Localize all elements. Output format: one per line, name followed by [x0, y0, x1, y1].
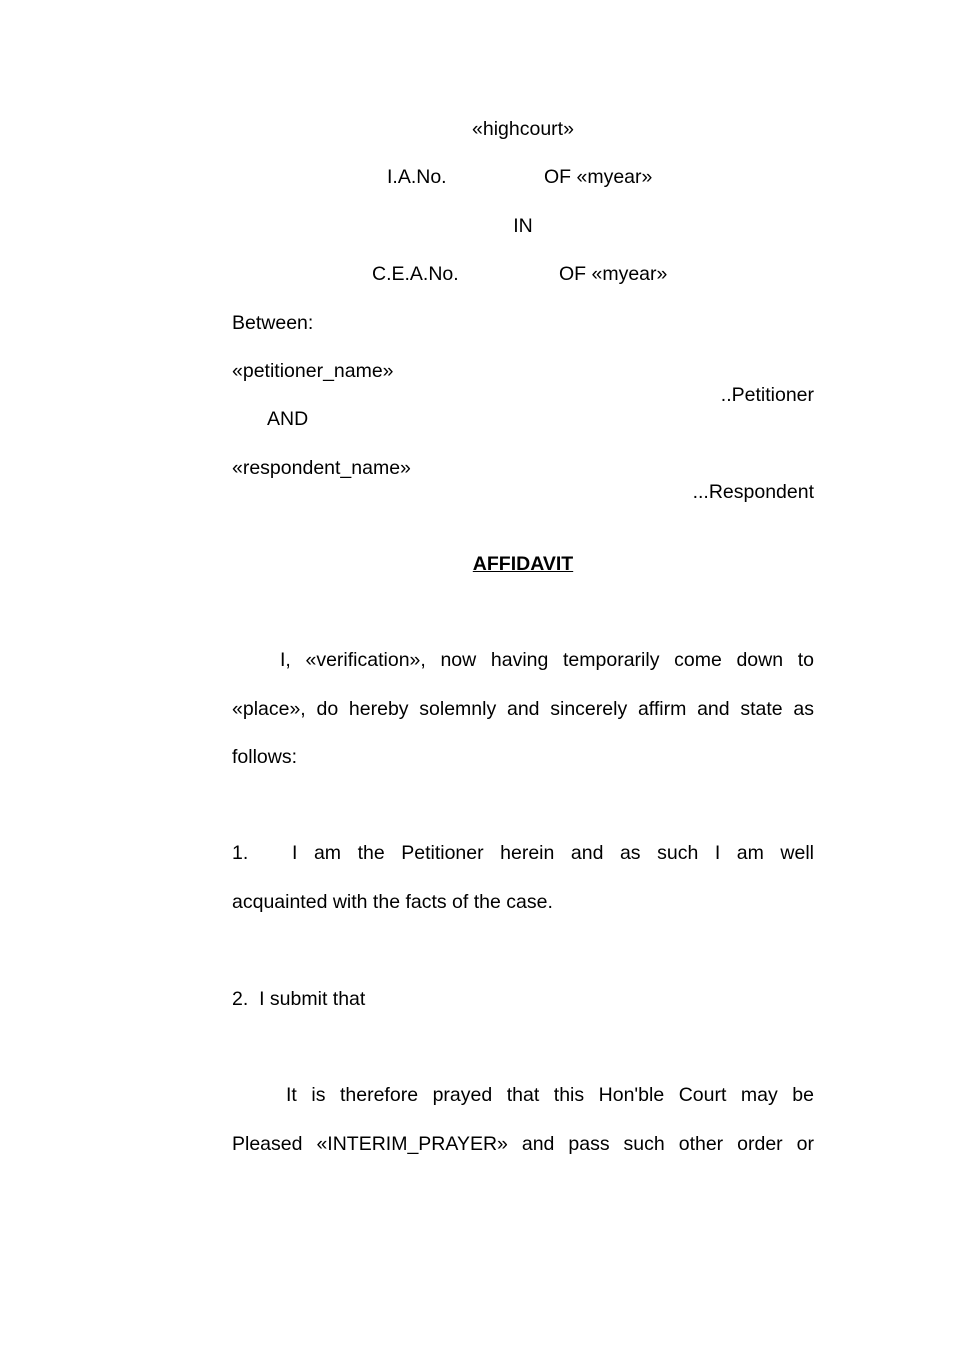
respondent-role: ...Respondent: [692, 481, 814, 503]
intro-line-3: follows:: [232, 746, 298, 768]
prayer-paragraph: [232, 1071, 814, 1168]
cea-number-label: C.E.A.No.: [372, 263, 459, 285]
in-label: IN: [513, 215, 533, 237]
petitioner-role: ..Petitioner: [720, 384, 814, 406]
respondent-name: «respondent_name»: [232, 457, 411, 479]
item-1-line-1: I am the Petitioner herein and as such I am well: [292, 842, 814, 864]
cea-year: OF «myear»: [559, 263, 668, 285]
intro-paragraph: [232, 636, 814, 782]
document-title: AFFIDAVIT: [472, 553, 574, 575]
petitioner-name: «petitioner_name»: [232, 360, 394, 382]
prayer-line-1: It is therefore prayed that this Hon'ble Court may be: [286, 1084, 814, 1106]
item-2: 2. I submit that: [232, 988, 366, 1010]
item-1-line-2: acquainted with the facts of the case.: [232, 890, 553, 913]
intro-line-1: I, «verification», now having temporarily come down to: [280, 649, 814, 671]
ia-year: OF «myear»: [544, 166, 653, 188]
item-1-paragraph: [232, 829, 814, 926]
between-label: Between:: [232, 312, 314, 334]
ia-number-label: I.A.No.: [387, 166, 447, 188]
intro-line-2: «place», do hereby solemnly and sincerely affirm and state as: [232, 697, 814, 720]
and-label: AND: [267, 408, 309, 430]
prayer-line-2: Pleased «INTERIM_PRAYER» and pass such other order or: [232, 1132, 814, 1155]
item-1-number: 1.: [232, 842, 249, 864]
court-name: «highcourt»: [472, 118, 574, 140]
